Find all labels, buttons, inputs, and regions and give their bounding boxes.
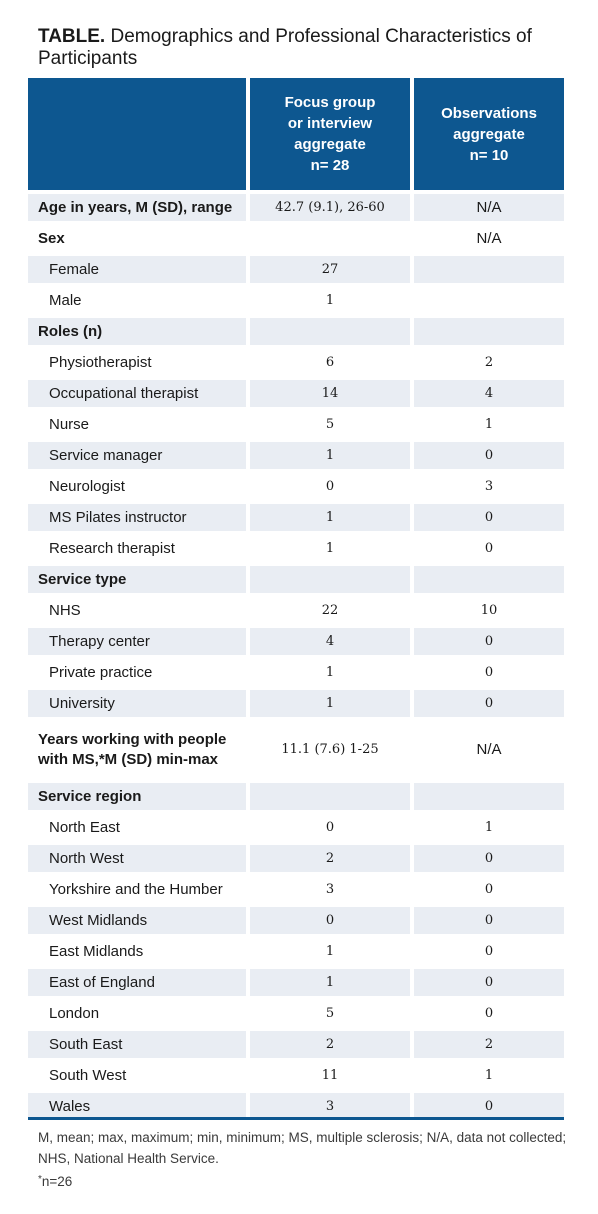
cell-observations: 0 (414, 969, 564, 1000)
cell-focus-group: 27 (250, 256, 414, 287)
row-label: NHS (28, 597, 250, 628)
row-label: Age in years, M (SD), range (28, 194, 250, 225)
row-label: Physiotherapist (28, 349, 250, 380)
row-label: Nurse (28, 411, 250, 442)
cell-focus-group: 5 (250, 1000, 414, 1031)
cell-focus-group: 11 (250, 1062, 414, 1093)
row-label: Occupational therapist (28, 380, 250, 411)
row-label: Sex (28, 225, 250, 256)
row-label: North West (28, 845, 250, 876)
table-row (28, 1000, 564, 1031)
cell-focus-group: 22 (250, 597, 414, 628)
cell-observations: 1 (414, 1062, 564, 1093)
row-label-line: with MS,*M (SD) min-max (38, 751, 219, 768)
cell-observations: 0 (414, 1093, 564, 1124)
cell-observations: 0 (414, 628, 564, 659)
cell-observations: 0 (414, 504, 564, 535)
cell-observations (414, 287, 564, 318)
table-row (28, 783, 564, 814)
header-col-observations (414, 78, 564, 194)
table-row (28, 349, 564, 380)
table-row (28, 814, 564, 845)
row-label: North East (28, 814, 250, 845)
row-label: West Midlands (28, 907, 250, 938)
row-label: South East (28, 1031, 250, 1062)
cell-observations (414, 566, 564, 597)
table-row (28, 876, 564, 907)
cell-observations (414, 318, 564, 349)
cell-focus-group: 2 (250, 845, 414, 876)
row-label: Male (28, 287, 250, 318)
header-col-observations-line: aggregate (453, 125, 525, 143)
header-col-observations-line: Observations (441, 104, 537, 122)
cell-observations: 2 (414, 1031, 564, 1062)
table-footnote: M, mean; max, maximum; min, minimum; MS, multiple sclerosis; N/A, data not collected; NHS, National Health Service. (38, 1130, 567, 1166)
row-label (28, 721, 250, 783)
footnote-star-mark: * (38, 1174, 42, 1185)
cell-focus-group: 4 (250, 628, 414, 659)
cell-observations: 0 (414, 845, 564, 876)
table-row (28, 659, 564, 690)
cell-observations: 0 (414, 442, 564, 473)
cell-observations: N/A (414, 194, 564, 225)
cell-focus-group: 1 (250, 969, 414, 1000)
table-row (28, 845, 564, 876)
table-row (28, 597, 564, 628)
cell-focus-group (250, 783, 414, 814)
demographics-table (28, 78, 564, 1124)
table-row (28, 1031, 564, 1062)
table-row (28, 938, 564, 969)
cell-observations: 1 (414, 411, 564, 442)
row-label: Wales (28, 1093, 250, 1124)
header-col-focus-group-line: Focus group (284, 94, 376, 111)
cell-focus-group: 1 (250, 690, 414, 721)
header-col-focus-group-line: n= 28 (310, 157, 350, 174)
row-label: Roles (n) (28, 318, 250, 349)
row-label: Research therapist (28, 535, 250, 566)
table-row (28, 380, 564, 411)
row-label: Service region (28, 783, 250, 814)
row-label: Private practice (28, 659, 250, 690)
cell-observations: 2 (414, 349, 564, 380)
row-label: MS Pilates instructor (28, 504, 250, 535)
table-row (28, 442, 564, 473)
table-row (28, 225, 564, 256)
table-row (28, 969, 564, 1000)
table-row (28, 907, 564, 938)
cell-focus-group: 1 (250, 938, 414, 969)
row-label: University (28, 690, 250, 721)
cell-observations: 0 (414, 876, 564, 907)
cell-observations: 4 (414, 380, 564, 411)
cell-focus-group: 1 (250, 535, 414, 566)
cell-focus-group: 6 (250, 349, 414, 380)
cell-observations: 0 (414, 938, 564, 969)
cell-observations: 0 (414, 690, 564, 721)
header-col-focus-group-line: aggregate (294, 136, 366, 153)
cell-observations: 3 (414, 473, 564, 504)
table-row (28, 318, 564, 349)
cell-observations: 0 (414, 907, 564, 938)
table-header-row (28, 78, 564, 194)
cell-focus-group (250, 225, 414, 256)
cell-focus-group: 1 (250, 504, 414, 535)
cell-observations: N/A (414, 225, 564, 256)
header-col-focus-group (250, 78, 414, 194)
table-row (28, 473, 564, 504)
row-label-line: Years working with people (38, 731, 227, 748)
cell-focus-group: 0 (250, 473, 414, 504)
header-col-observations-line: n= 10 (469, 146, 509, 164)
table-row (28, 628, 564, 659)
cell-focus-group (250, 318, 414, 349)
table-row (28, 566, 564, 597)
table-row (28, 411, 564, 442)
header-col-focus-group-line: or interview (287, 115, 373, 132)
table-title (38, 26, 578, 70)
cell-observations: 0 (414, 535, 564, 566)
cell-observations (414, 783, 564, 814)
table-footnote-star (38, 1171, 568, 1191)
cell-observations: 0 (414, 1000, 564, 1031)
row-label: Female (28, 256, 250, 287)
header-col-label (28, 78, 250, 194)
table-row (28, 1062, 564, 1093)
table-title-lead: TABLE. (38, 26, 106, 47)
cell-focus-group: 1 (250, 287, 414, 318)
footnote-star-text: n=26 (41, 1174, 73, 1189)
cell-observations: 10 (414, 597, 564, 628)
table-row (28, 721, 564, 783)
row-label: East of England (28, 969, 250, 1000)
cell-focus-group: 11.1 (7.6) 1-25 (250, 721, 414, 783)
cell-focus-group: 14 (250, 380, 414, 411)
cell-focus-group: 2 (250, 1031, 414, 1062)
row-label: Therapy center (28, 628, 250, 659)
cell-focus-group: 0 (250, 907, 414, 938)
table-row (28, 287, 564, 318)
cell-focus-group: 3 (250, 876, 414, 907)
cell-observations (414, 256, 564, 287)
cell-focus-group: 42.7 (9.1), 26-60 (250, 194, 414, 225)
row-label: Neurologist (28, 473, 250, 504)
row-label: Yorkshire and the Humber (28, 876, 250, 907)
table-bottom-rule (28, 1117, 564, 1120)
row-label: South West (28, 1062, 250, 1093)
cell-focus-group: 1 (250, 442, 414, 473)
cell-focus-group: 0 (250, 814, 414, 845)
table-row (28, 504, 564, 535)
table-row (28, 535, 564, 566)
cell-observations: 0 (414, 659, 564, 690)
table-row (28, 690, 564, 721)
row-label: East Midlands (28, 938, 250, 969)
cell-focus-group: 5 (250, 411, 414, 442)
table-row (28, 256, 564, 287)
table-row (28, 194, 564, 225)
row-label: London (28, 1000, 250, 1031)
row-label: Service manager (28, 442, 250, 473)
table-title-text: Demographics and Professional Characteristics of Participants (38, 26, 532, 69)
cell-focus-group: 3 (250, 1093, 414, 1124)
cell-observations: 1 (414, 814, 564, 845)
cell-observations: N/A (414, 721, 564, 783)
cell-focus-group: 1 (250, 659, 414, 690)
cell-focus-group (250, 566, 414, 597)
row-label: Service type (28, 566, 250, 597)
